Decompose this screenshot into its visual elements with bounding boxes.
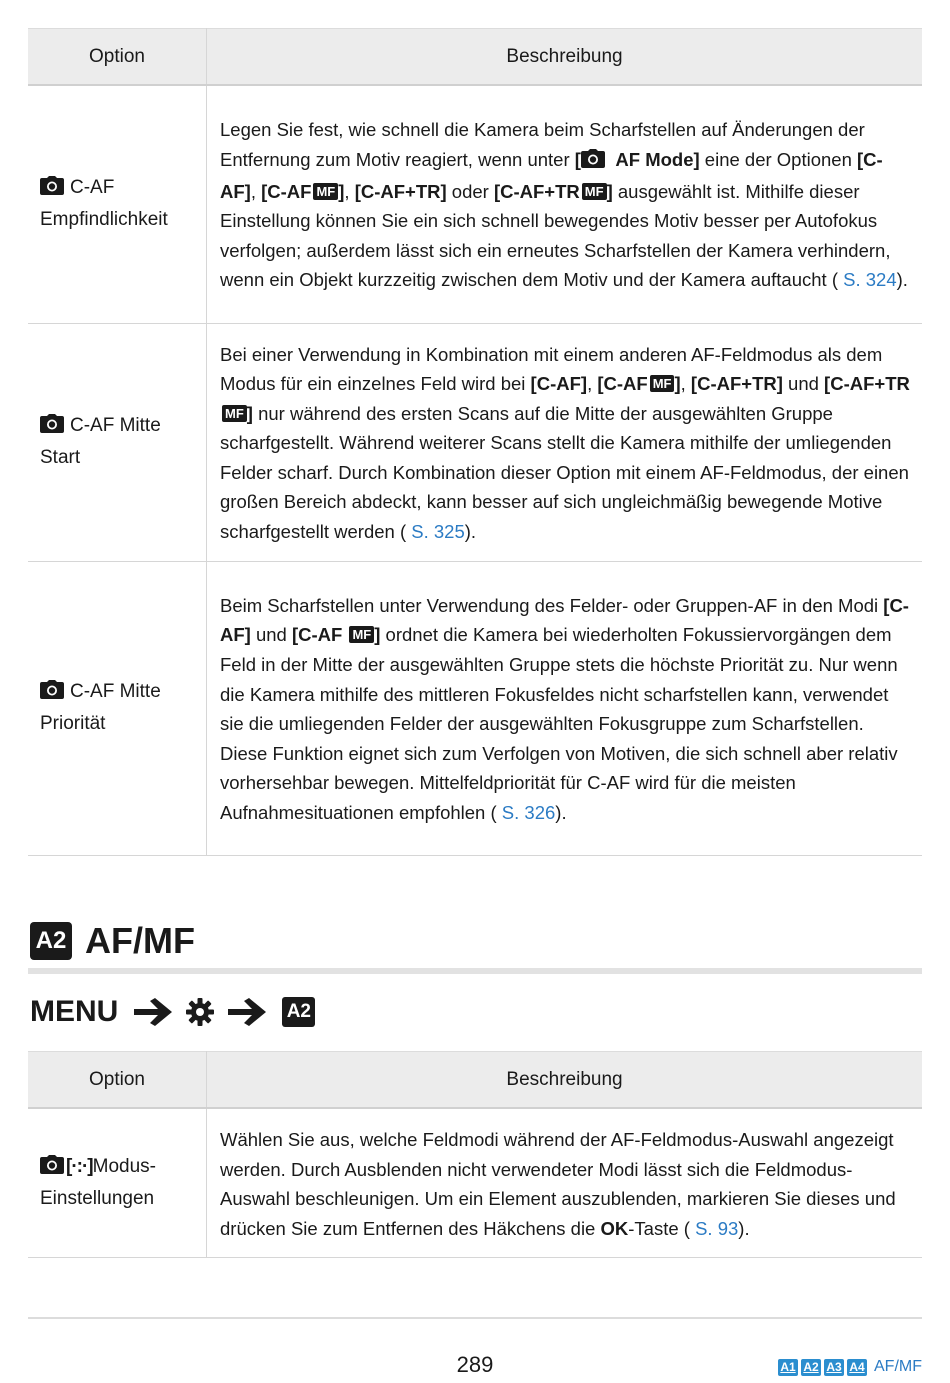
section-divider <box>28 968 922 974</box>
description-text: ordnet die Kamera bei wiederholten Fokussiervorgängen dem Feld in der Mitte der ausgewählten Gruppe stets die höchste Priorität zu. Nur wenn die Kamera mithilfe des mittleren Fokusfeldes nicht scharfstellen kann, verwendet sie die umliegenden Felder der ausgewählten Fokusgruppe zum Scharfstellen. Diese Funktion eignet sich zum Verfolgen von Motiven, die sich schnell aber relativ vorhersehbar bewegen. Mittelfeldpriorität für C-AF wird für die meisten Aufnahmesituationen empfohlen ( <box>220 624 898 823</box>
description-cell <box>207 85 923 323</box>
gear-icon <box>184 996 216 1028</box>
option-caf-mf: [C-AF <box>597 373 648 395</box>
description-text: , <box>250 180 262 202</box>
arrow-right-icon <box>132 998 174 1026</box>
option-name-line2: Priorität <box>40 713 106 735</box>
camera-icon <box>40 1154 64 1184</box>
nav-badge-a4[interactable]: A4 <box>847 1359 867 1376</box>
section-badge: A2 <box>30 922 72 960</box>
option-caf: [C-AF] <box>220 594 909 646</box>
page-reference-link[interactable]: S. 325 <box>406 521 465 543</box>
description-text: ). <box>555 801 567 823</box>
description-text: Legen Sie fest, wie schnell die Kamera beim Scharfstellen auf Änderungen der Entfernung zum Motiv reagiert, wenn unter <box>220 119 865 171</box>
mf-icon: MF <box>349 626 374 643</box>
table-row <box>28 323 922 561</box>
bracket-close: ] <box>338 180 345 202</box>
nav-badge-a3[interactable]: A3 <box>824 1359 844 1376</box>
table-row <box>28 561 922 855</box>
option-caf: [C-AF] <box>220 149 883 202</box>
page-reference-link[interactable]: S. 93 <box>689 1217 739 1239</box>
mf-icon: MF <box>222 405 247 422</box>
page-number: 289 <box>456 1352 494 1377</box>
option-caf-tr-mf: [C-AF+TR <box>493 180 580 202</box>
mf-icon: MF <box>582 183 607 200</box>
column-header-description: Beschreibung <box>207 1052 923 1109</box>
option-name-line2: Empfindlichkeit <box>40 209 168 231</box>
menu-ref-af-mode: AF Mode] <box>610 149 700 171</box>
page-reference-link[interactable]: S. 326 <box>496 801 556 823</box>
camera-icon <box>40 413 64 443</box>
option-name-line1: C-AF Mitte <box>70 681 161 703</box>
mf-icon: MF <box>313 183 338 200</box>
description-text: ). <box>896 269 908 291</box>
option-cell <box>28 561 207 855</box>
camera-icon <box>581 147 605 177</box>
option-cell <box>28 323 207 561</box>
table-row <box>28 85 922 323</box>
description-text: ). <box>464 521 477 543</box>
description-text: , <box>344 180 355 202</box>
ok-button-label: OK <box>600 1217 629 1239</box>
column-header-option: Option <box>28 29 207 86</box>
description-cell <box>207 323 923 561</box>
description-text: und <box>250 624 292 646</box>
option-caf-mf: [C-AF <box>291 624 348 646</box>
bracket-close: ] <box>374 624 381 646</box>
arrow-right-icon <box>226 998 268 1026</box>
description-text: -Taste ( <box>628 1217 690 1239</box>
camera-icon <box>40 175 64 205</box>
footer-divider <box>28 1317 922 1319</box>
options-table-2 <box>28 1051 922 1258</box>
option-name-line1: Modus- <box>92 1156 156 1178</box>
af-area-grid-icon: [·:·] <box>66 1156 93 1178</box>
option-caf-mf: [C-AF <box>261 180 312 202</box>
description-text: ausgewählt ist. Mithilfe dieser Einstellung können Sie ein sich schnell bewegendes Motiv besser per Autofokus verfolgen; außerdem lässt sich ein erneutes Scharfstellen der Kamera verhindern, wenn ein Objekt kurzzeitig zwischen dem Motiv und der Kamera auftaucht ( <box>220 180 891 291</box>
bracket-close: ] <box>606 180 613 202</box>
section-heading <box>30 918 195 964</box>
menu-ref-open: [ <box>574 149 581 171</box>
description-cell <box>207 561 923 855</box>
nav-section-link[interactable]: AF/MF <box>874 1358 922 1375</box>
option-name-line1: C-AF Mitte <box>70 415 161 437</box>
bracket-close: ] <box>246 402 253 424</box>
camera-icon <box>40 679 64 709</box>
menu-tab-badge: A2 <box>282 997 315 1027</box>
section-title: AF/MF <box>85 920 195 961</box>
description-text: oder <box>446 180 494 202</box>
menu-label: MENU <box>30 995 119 1028</box>
option-name-line2: Start <box>40 447 81 469</box>
table-row <box>28 1108 922 1258</box>
description-text: Beim Scharfstellen unter Verwendung des Felder- oder Gruppen-AF in den Modi <box>220 594 884 616</box>
description-text: ). <box>738 1217 750 1239</box>
description-text: Bei einer Verwendung in Kombination mit einem anderen AF-Feldmodus als dem Modus für ein einzelnes Feld wird bei <box>220 343 883 395</box>
option-caf-tr-mf: [C-AF+TR <box>824 373 910 395</box>
description-cell <box>207 1108 923 1258</box>
nav-badge-a1[interactable]: A1 <box>778 1359 798 1376</box>
description-text: , <box>587 373 598 395</box>
bracket-close: ] <box>674 373 681 395</box>
description-text: und <box>782 373 825 395</box>
option-cell <box>28 85 207 323</box>
option-name-line2: Einstellungen <box>40 1188 155 1210</box>
description-text: , <box>680 373 691 395</box>
mf-icon: MF <box>650 375 675 392</box>
description-text: eine der Optionen <box>699 149 858 171</box>
description-text: Wählen Sie aus, welche Feldmodi während der AF-Feldmodus-Auswahl angezeigt werden. Durch Ausblenden nicht verwendeter Modi lässt sich die Feldmodus-Auswahl beschleunigen. Um ein Element auszublenden, markieren Sie dieses und drücken Sie zum Entfernen des Häkchens die <box>220 1129 896 1239</box>
page-reference-link[interactable]: S. 324 <box>838 269 897 291</box>
option-caf-tr: [C-AF+TR] <box>354 180 447 202</box>
option-caf-tr: [C-AF+TR] <box>690 373 783 395</box>
footer-navigation <box>778 1358 922 1376</box>
option-caf: [C-AF] <box>530 373 588 395</box>
column-header-description: Beschreibung <box>207 29 923 86</box>
nav-badge-a2[interactable]: A2 <box>801 1359 821 1376</box>
column-header-option: Option <box>28 1052 207 1109</box>
description-text: nur während des ersten Scans auf die Mitte der ausgewählten Gruppe scharfgestellt. Während weiterer Scans stellt die Kamera mithilfe der umliegenden Felder scharf. Durch Kombination dieser Option mit einem AF-Feldmodus, der einen großen Bereich abdeckt, kann besser auf sich ungleichmäßig bewegende Motive scharfgestellt werden ( <box>220 402 909 543</box>
options-table-1 <box>28 28 922 856</box>
menu-path <box>30 990 315 1034</box>
option-name-line1: C-AF <box>70 177 115 199</box>
option-cell <box>28 1108 207 1258</box>
